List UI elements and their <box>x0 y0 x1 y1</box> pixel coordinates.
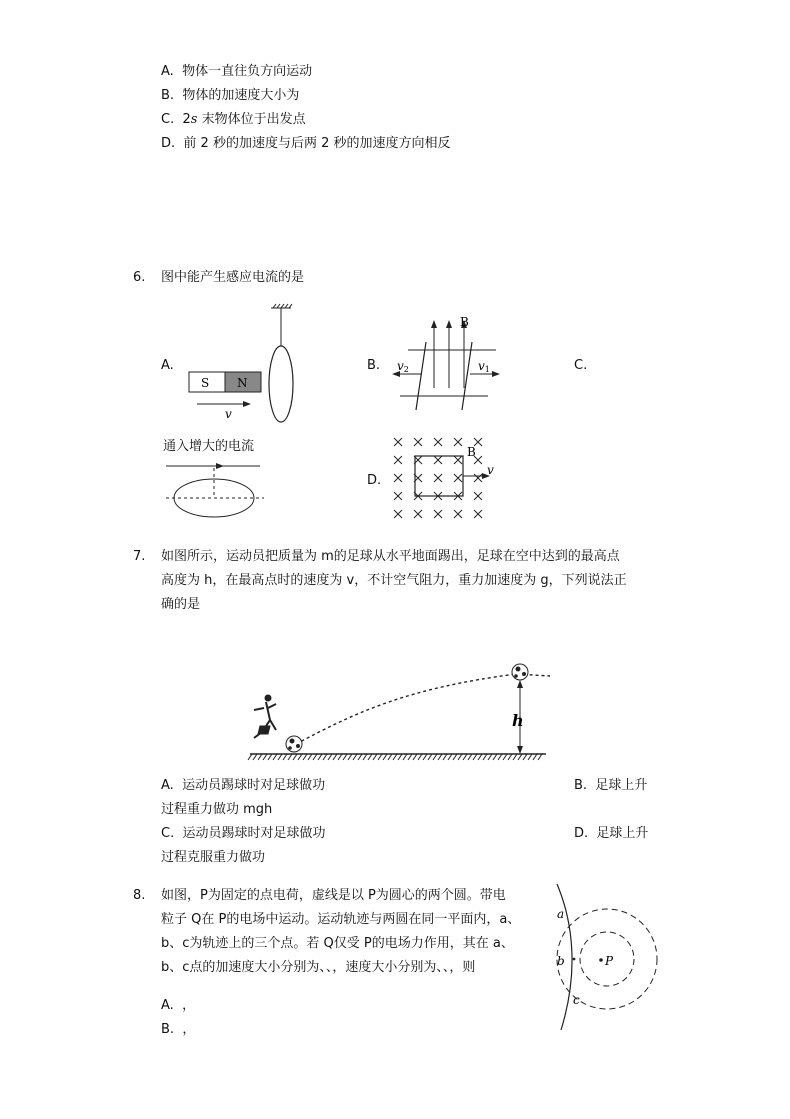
field-cross-icon <box>414 510 422 518</box>
q6-option-b-letter: B. <box>367 358 381 373</box>
option-letter: D. <box>574 826 589 841</box>
option-text: ， <box>182 1022 196 1037</box>
q5-option-d <box>161 135 451 153</box>
current-arrow-icon <box>216 463 224 469</box>
option-letter: A. <box>161 998 174 1013</box>
option-letter: C. <box>161 112 175 127</box>
option-text: 物体一直往负方向运动 <box>182 64 313 79</box>
q7-figure <box>240 660 560 770</box>
field-cross-icon <box>394 492 402 500</box>
q6-figure-a <box>185 300 315 430</box>
q7-option-c <box>161 825 326 843</box>
arrow-up-icon <box>517 680 523 688</box>
rod-left <box>416 342 426 410</box>
q6-option-d-letter: D. <box>367 473 382 488</box>
field-cross-icon <box>454 438 462 446</box>
field-cross-icon <box>394 456 402 464</box>
metal-ring <box>269 346 293 422</box>
option-letter: B. <box>574 778 588 793</box>
q8-stem-line1: 如图，P为固定的点电荷，虚线是以 P为圆心的两个圆。带电 <box>161 888 506 903</box>
field-cross-icon <box>454 510 462 518</box>
q8-stem-line3: b、c为轨迹上的三个点。若 Q仅受 P的电场力作用，其在 a、 <box>161 936 514 951</box>
velocity-label: v <box>487 463 494 477</box>
option-unit: s <box>190 112 198 127</box>
q7-option-b <box>574 777 647 795</box>
q8-number: 8. <box>133 888 146 903</box>
magnet-n-label: N <box>237 376 248 390</box>
q5-option-a <box>161 63 312 81</box>
ceiling-hatch <box>271 304 292 308</box>
option-letter: B. <box>161 88 175 103</box>
field-cross-icon <box>434 474 442 482</box>
q6-option-c-caption: 通入增大的电流 <box>163 439 255 454</box>
option-letter: A. <box>161 778 174 793</box>
ball-on-ground <box>286 736 302 752</box>
label-a: a <box>557 907 565 921</box>
field-cross-icon <box>434 456 442 464</box>
q7-option-d-continued: 过程克服重力做功 <box>161 850 266 865</box>
q6-figure-b <box>390 312 510 420</box>
q7-option-a <box>161 777 325 795</box>
field-cross-icon <box>434 510 442 518</box>
ground-hatch <box>248 754 542 760</box>
field-cross-icon <box>474 492 482 500</box>
label-p: P <box>605 954 614 968</box>
q6-number: 6. <box>133 270 146 285</box>
q6-stem: 图中能产生感应电流的是 <box>161 270 305 285</box>
q5-option-c <box>161 111 306 129</box>
velocity-label: v <box>225 407 232 421</box>
field-cross-icon <box>474 510 482 518</box>
field-label: B <box>460 315 469 329</box>
option-text: 足球上升 <box>595 778 648 793</box>
option-number: 2 <box>182 112 191 127</box>
option-letter: B. <box>161 1022 175 1037</box>
q6-option-a-letter: A. <box>161 358 174 373</box>
q7-stem-line2: 高度为 h，在最高点时的速度为 v，不计空气阻力，重力加速度为 g，下列说法正 <box>161 573 627 588</box>
field-label: B <box>467 445 476 459</box>
q7-option-b-continued: 过程重力做功 mgh <box>161 802 273 817</box>
option-letter: A. <box>161 64 174 79</box>
v1-arrow-head-icon <box>492 371 500 377</box>
label-b: b <box>557 954 565 968</box>
q8-stem-line2: 粒子 Q在 P的电场中运动。运动轨迹与两圆在同一平面内，a、 <box>161 912 521 927</box>
ball-trajectory <box>296 674 550 744</box>
label-c: c <box>573 993 580 1007</box>
option-text: ， <box>182 998 196 1013</box>
q8-option-b <box>161 1021 195 1039</box>
option-letter: C. <box>161 826 175 841</box>
field-arrows <box>434 326 464 388</box>
field-cross-icon <box>414 438 422 446</box>
field-cross-icon <box>474 474 482 482</box>
field-cross-icon <box>434 438 442 446</box>
option-text: 足球上升 <box>596 826 649 841</box>
q5-option-b <box>161 87 299 105</box>
q8-option-a <box>161 997 195 1015</box>
option-letter: D. <box>161 136 176 151</box>
field-cross-icon <box>394 510 402 518</box>
q7-option-d <box>574 825 648 843</box>
field-cross-icon <box>454 474 462 482</box>
q6-figure-c <box>160 458 270 528</box>
charge-p-dot <box>599 958 603 962</box>
option-text: 前 2 秒的加速度与后两 2 秒的加速度方向相反 <box>183 136 451 151</box>
q6-figure-d <box>390 434 500 524</box>
q7-stem-line3: 确的是 <box>161 597 201 612</box>
q8-stem-line4: b、c点的加速度大小分别为、、，速度大小分别为、、，则 <box>161 960 476 975</box>
v1-label: v1 <box>478 359 490 374</box>
field-cross-icon <box>394 474 402 482</box>
option-text: 运动员踢球时对足球做功 <box>182 826 326 841</box>
v2-label: v2 <box>397 359 409 374</box>
ball-at-peak <box>512 664 528 680</box>
q7-stem-line1: 如图所示，运动员把质量为 m的足球从水平地面踢出，足球在空中达到的最高点 <box>161 549 620 564</box>
field-cross-icon <box>394 438 402 446</box>
player-figure <box>254 695 276 738</box>
point-b-dot <box>573 958 576 961</box>
arrow-down-icon <box>517 746 523 754</box>
option-text: 物体的加速度大小为 <box>182 88 300 103</box>
magnet-s-label: S <box>201 376 210 390</box>
field-cross-icon <box>454 456 462 464</box>
option-text: 末物体位于出发点 <box>201 112 306 127</box>
q7-number: 7. <box>133 549 146 564</box>
arrow-head-icon <box>243 401 251 407</box>
option-text: 运动员踢球时对足球做功 <box>182 778 326 793</box>
q8-figure <box>545 882 665 1032</box>
q6-option-c-letter: C. <box>574 358 588 373</box>
height-label: h <box>512 711 524 730</box>
